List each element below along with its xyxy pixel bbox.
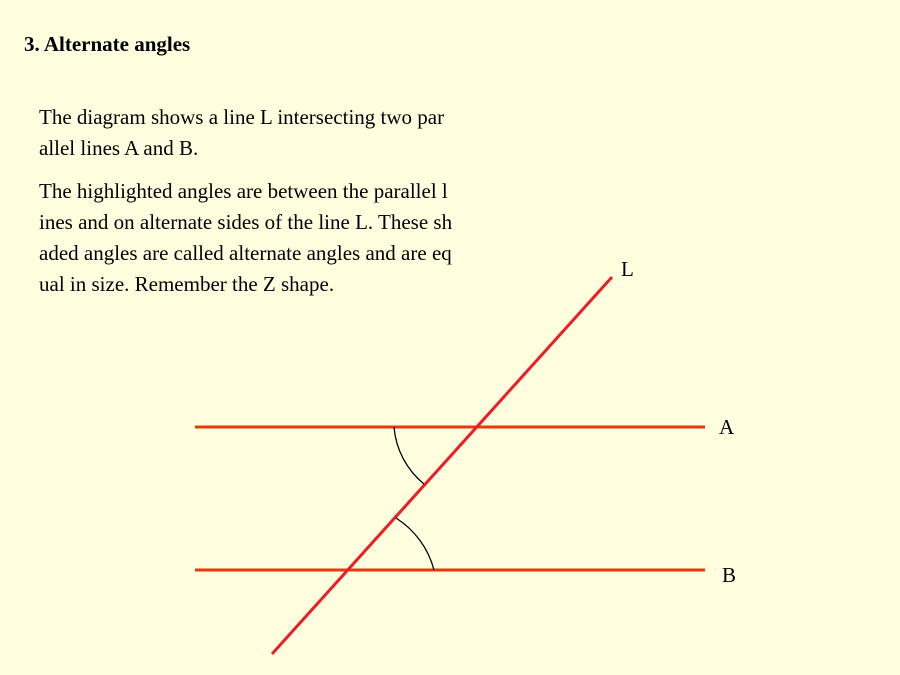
label-line-a: A <box>719 415 735 439</box>
label-line-l: L <box>621 257 634 281</box>
description-paragraph-1: The diagram shows a line L intersecting two par allel lines A and B. <box>39 105 445 160</box>
label-line-b: B <box>722 563 737 587</box>
slide-title: 3. Alternate angles <box>24 32 191 56</box>
description-paragraph-2: The highlighted angles are between the parallel l ines and on alternate sides of the line L. These sh aded angles are called alternate angles and are eq ual in size. Remember the Z shape. <box>39 179 453 296</box>
